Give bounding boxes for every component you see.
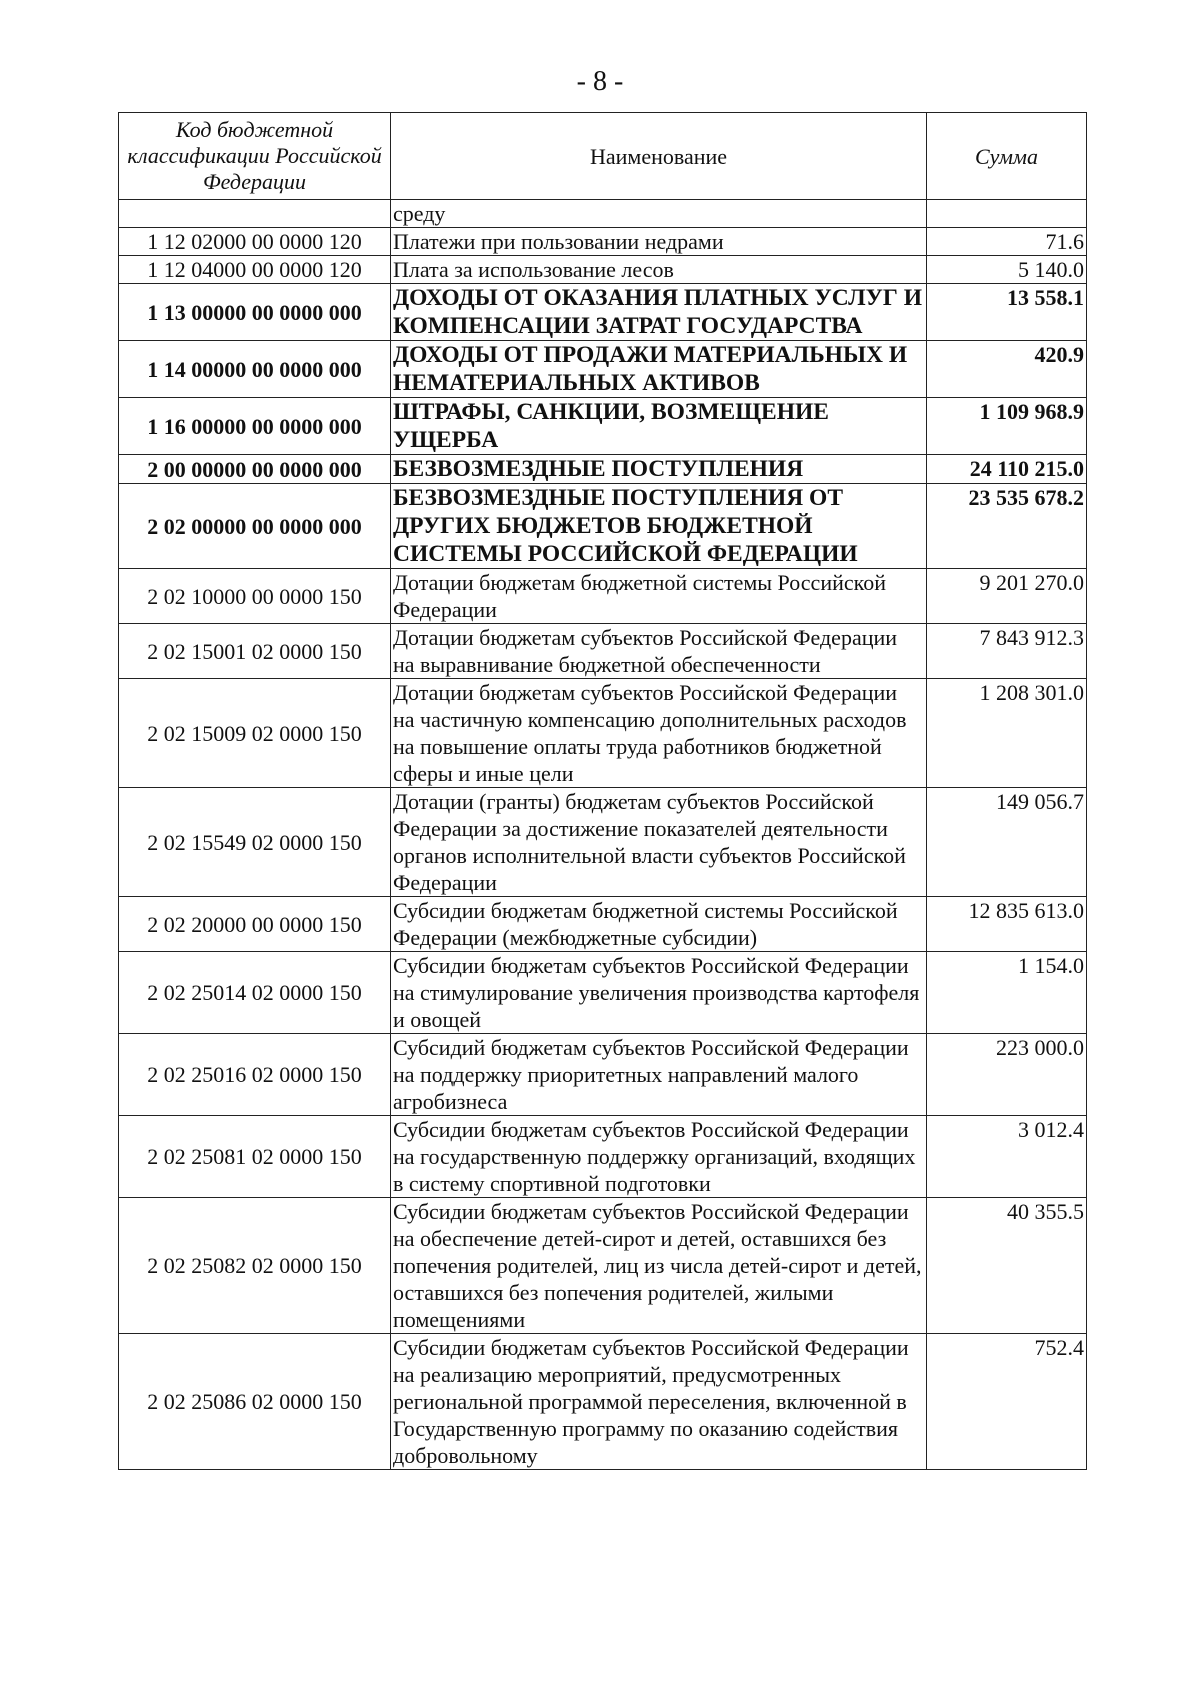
row-code: 2 02 15009 02 0000 150: [119, 679, 391, 788]
row-code: 1 13 00000 00 0000 000: [119, 284, 391, 341]
row-name: Субсидий бюджетам субъектов Российской Федерации на поддержку приоритетных направлений малого агробизнеса: [391, 1034, 927, 1116]
row-name: среду: [391, 200, 927, 228]
row-code: 2 02 25081 02 0000 150: [119, 1116, 391, 1198]
row-name: Плата за использование лесов: [391, 256, 927, 284]
row-sum: 12 835 613.0: [927, 897, 1087, 952]
table-row: [119, 952, 1087, 1034]
row-code: 2 02 10000 00 0000 150: [119, 569, 391, 624]
table-row: [119, 1034, 1087, 1116]
table-row: [119, 455, 1087, 484]
row-code: 2 02 15001 02 0000 150: [119, 624, 391, 679]
row-name: Дотации бюджетам бюджетной системы Российской Федерации: [391, 569, 927, 624]
row-sum: 9 201 270.0: [927, 569, 1087, 624]
row-code: [119, 200, 391, 228]
row-name: ДОХОДЫ ОТ ПРОДАЖИ МАТЕРИАЛЬНЫХ И НЕМАТЕРИАЛЬНЫХ АКТИВОВ: [391, 341, 927, 398]
row-code: 1 12 04000 00 0000 120: [119, 256, 391, 284]
header-code: Код бюджетной классификации Российской Федерации: [119, 113, 391, 200]
table-row: [119, 624, 1087, 679]
row-code: 2 02 25086 02 0000 150: [119, 1334, 391, 1470]
row-sum: 1 154.0: [927, 952, 1087, 1034]
row-name: Дотации (гранты) бюджетам субъектов Российской Федерации за достижение показателей деятельности органов исполнительной власти субъектов Российской Федерации: [391, 788, 927, 897]
table-row: [119, 341, 1087, 398]
table-row: [119, 1116, 1087, 1198]
row-name: ДОХОДЫ ОТ ОКАЗАНИЯ ПЛАТНЫХ УСЛУГ И КОМПЕНСАЦИИ ЗАТРАТ ГОСУДАРСТВА: [391, 284, 927, 341]
row-code: 2 00 00000 00 0000 000: [119, 455, 391, 484]
row-sum: 223 000.0: [927, 1034, 1087, 1116]
row-sum: 1 109 968.9: [927, 398, 1087, 455]
row-name: Дотации бюджетам субъектов Российской Федерации на выравнивание бюджетной обеспеченности: [391, 624, 927, 679]
row-name: БЕЗВОЗМЕЗДНЫЕ ПОСТУПЛЕНИЯ ОТ ДРУГИХ БЮДЖЕТОВ БЮДЖЕТНОЙ СИСТЕМЫ РОССИЙСКОЙ ФЕДЕРАЦИИ: [391, 484, 927, 569]
row-sum: [927, 200, 1087, 228]
row-sum: 420.9: [927, 341, 1087, 398]
table-row: [119, 569, 1087, 624]
table-row: [119, 256, 1087, 284]
table-row: [119, 228, 1087, 256]
row-sum: 24 110 215.0: [927, 455, 1087, 484]
table-row: [119, 788, 1087, 897]
table-row: [119, 1334, 1087, 1470]
row-name: Субсидии бюджетам бюджетной системы Российской Федерации (межбюджетные субсидии): [391, 897, 927, 952]
row-code: 1 14 00000 00 0000 000: [119, 341, 391, 398]
row-name: Субсидии бюджетам субъектов Российской Федерации на обеспечение детей-сирот и детей, оставшихся без попечения родителей, лиц из числа детей-сирот и детей, оставшихся без попечения родителей, жилыми помещениями: [391, 1198, 927, 1334]
table-row: [119, 679, 1087, 788]
row-code: 2 02 25016 02 0000 150: [119, 1034, 391, 1116]
row-code: 2 02 25014 02 0000 150: [119, 952, 391, 1034]
row-sum: 23 535 678.2: [927, 484, 1087, 569]
row-code: 2 02 15549 02 0000 150: [119, 788, 391, 897]
row-name: Субсидии бюджетам субъектов Российской Федерации на стимулирование увеличения производства картофеля и овощей: [391, 952, 927, 1034]
table-row: [119, 200, 1087, 228]
row-sum: 3 012.4: [927, 1116, 1087, 1198]
table-row: [119, 398, 1087, 455]
row-sum: 7 843 912.3: [927, 624, 1087, 679]
row-code: 2 02 00000 00 0000 000: [119, 484, 391, 569]
row-sum: 1 208 301.0: [927, 679, 1087, 788]
header-name: Наименование: [391, 113, 927, 200]
table-row: [119, 897, 1087, 952]
header-sum: Сумма: [927, 113, 1087, 200]
row-name: Субсидии бюджетам субъектов Российской Федерации на реализацию мероприятий, предусмотренных региональной программой переселения, включенной в Государственную программу по оказанию содействия добровольному: [391, 1334, 927, 1470]
row-name: БЕЗВОЗМЕЗДНЫЕ ПОСТУПЛЕНИЯ: [391, 455, 927, 484]
row-sum: 149 056.7: [927, 788, 1087, 897]
row-code: 1 12 02000 00 0000 120: [119, 228, 391, 256]
table-header-row: [119, 113, 1087, 200]
row-sum: 13 558.1: [927, 284, 1087, 341]
row-code: 1 16 00000 00 0000 000: [119, 398, 391, 455]
row-name: ШТРАФЫ, САНКЦИИ, ВОЗМЕЩЕНИЕ УЩЕРБА: [391, 398, 927, 455]
budget-table: [118, 112, 1087, 1470]
row-name: Субсидии бюджетам субъектов Российской Федерации на государственную поддержку организаций, входящих в систему спортивной подготовки: [391, 1116, 927, 1198]
page-number: - 8 -: [576, 66, 624, 97]
row-code: 2 02 20000 00 0000 150: [119, 897, 391, 952]
table-row: [119, 1198, 1087, 1334]
row-name: Платежи при пользовании недрами: [391, 228, 927, 256]
row-sum: 71.6: [927, 228, 1087, 256]
row-code: 2 02 25082 02 0000 150: [119, 1198, 391, 1334]
row-sum: 40 355.5: [927, 1198, 1087, 1334]
row-sum: 752.4: [927, 1334, 1087, 1470]
table-row: [119, 284, 1087, 341]
row-sum: 5 140.0: [927, 256, 1087, 284]
table-row: [119, 484, 1087, 569]
row-name: Дотации бюджетам субъектов Российской Федерации на частичную компенсацию дополнительных расходов на повышение оплаты труда работников бюджетной сферы и иные цели: [391, 679, 927, 788]
